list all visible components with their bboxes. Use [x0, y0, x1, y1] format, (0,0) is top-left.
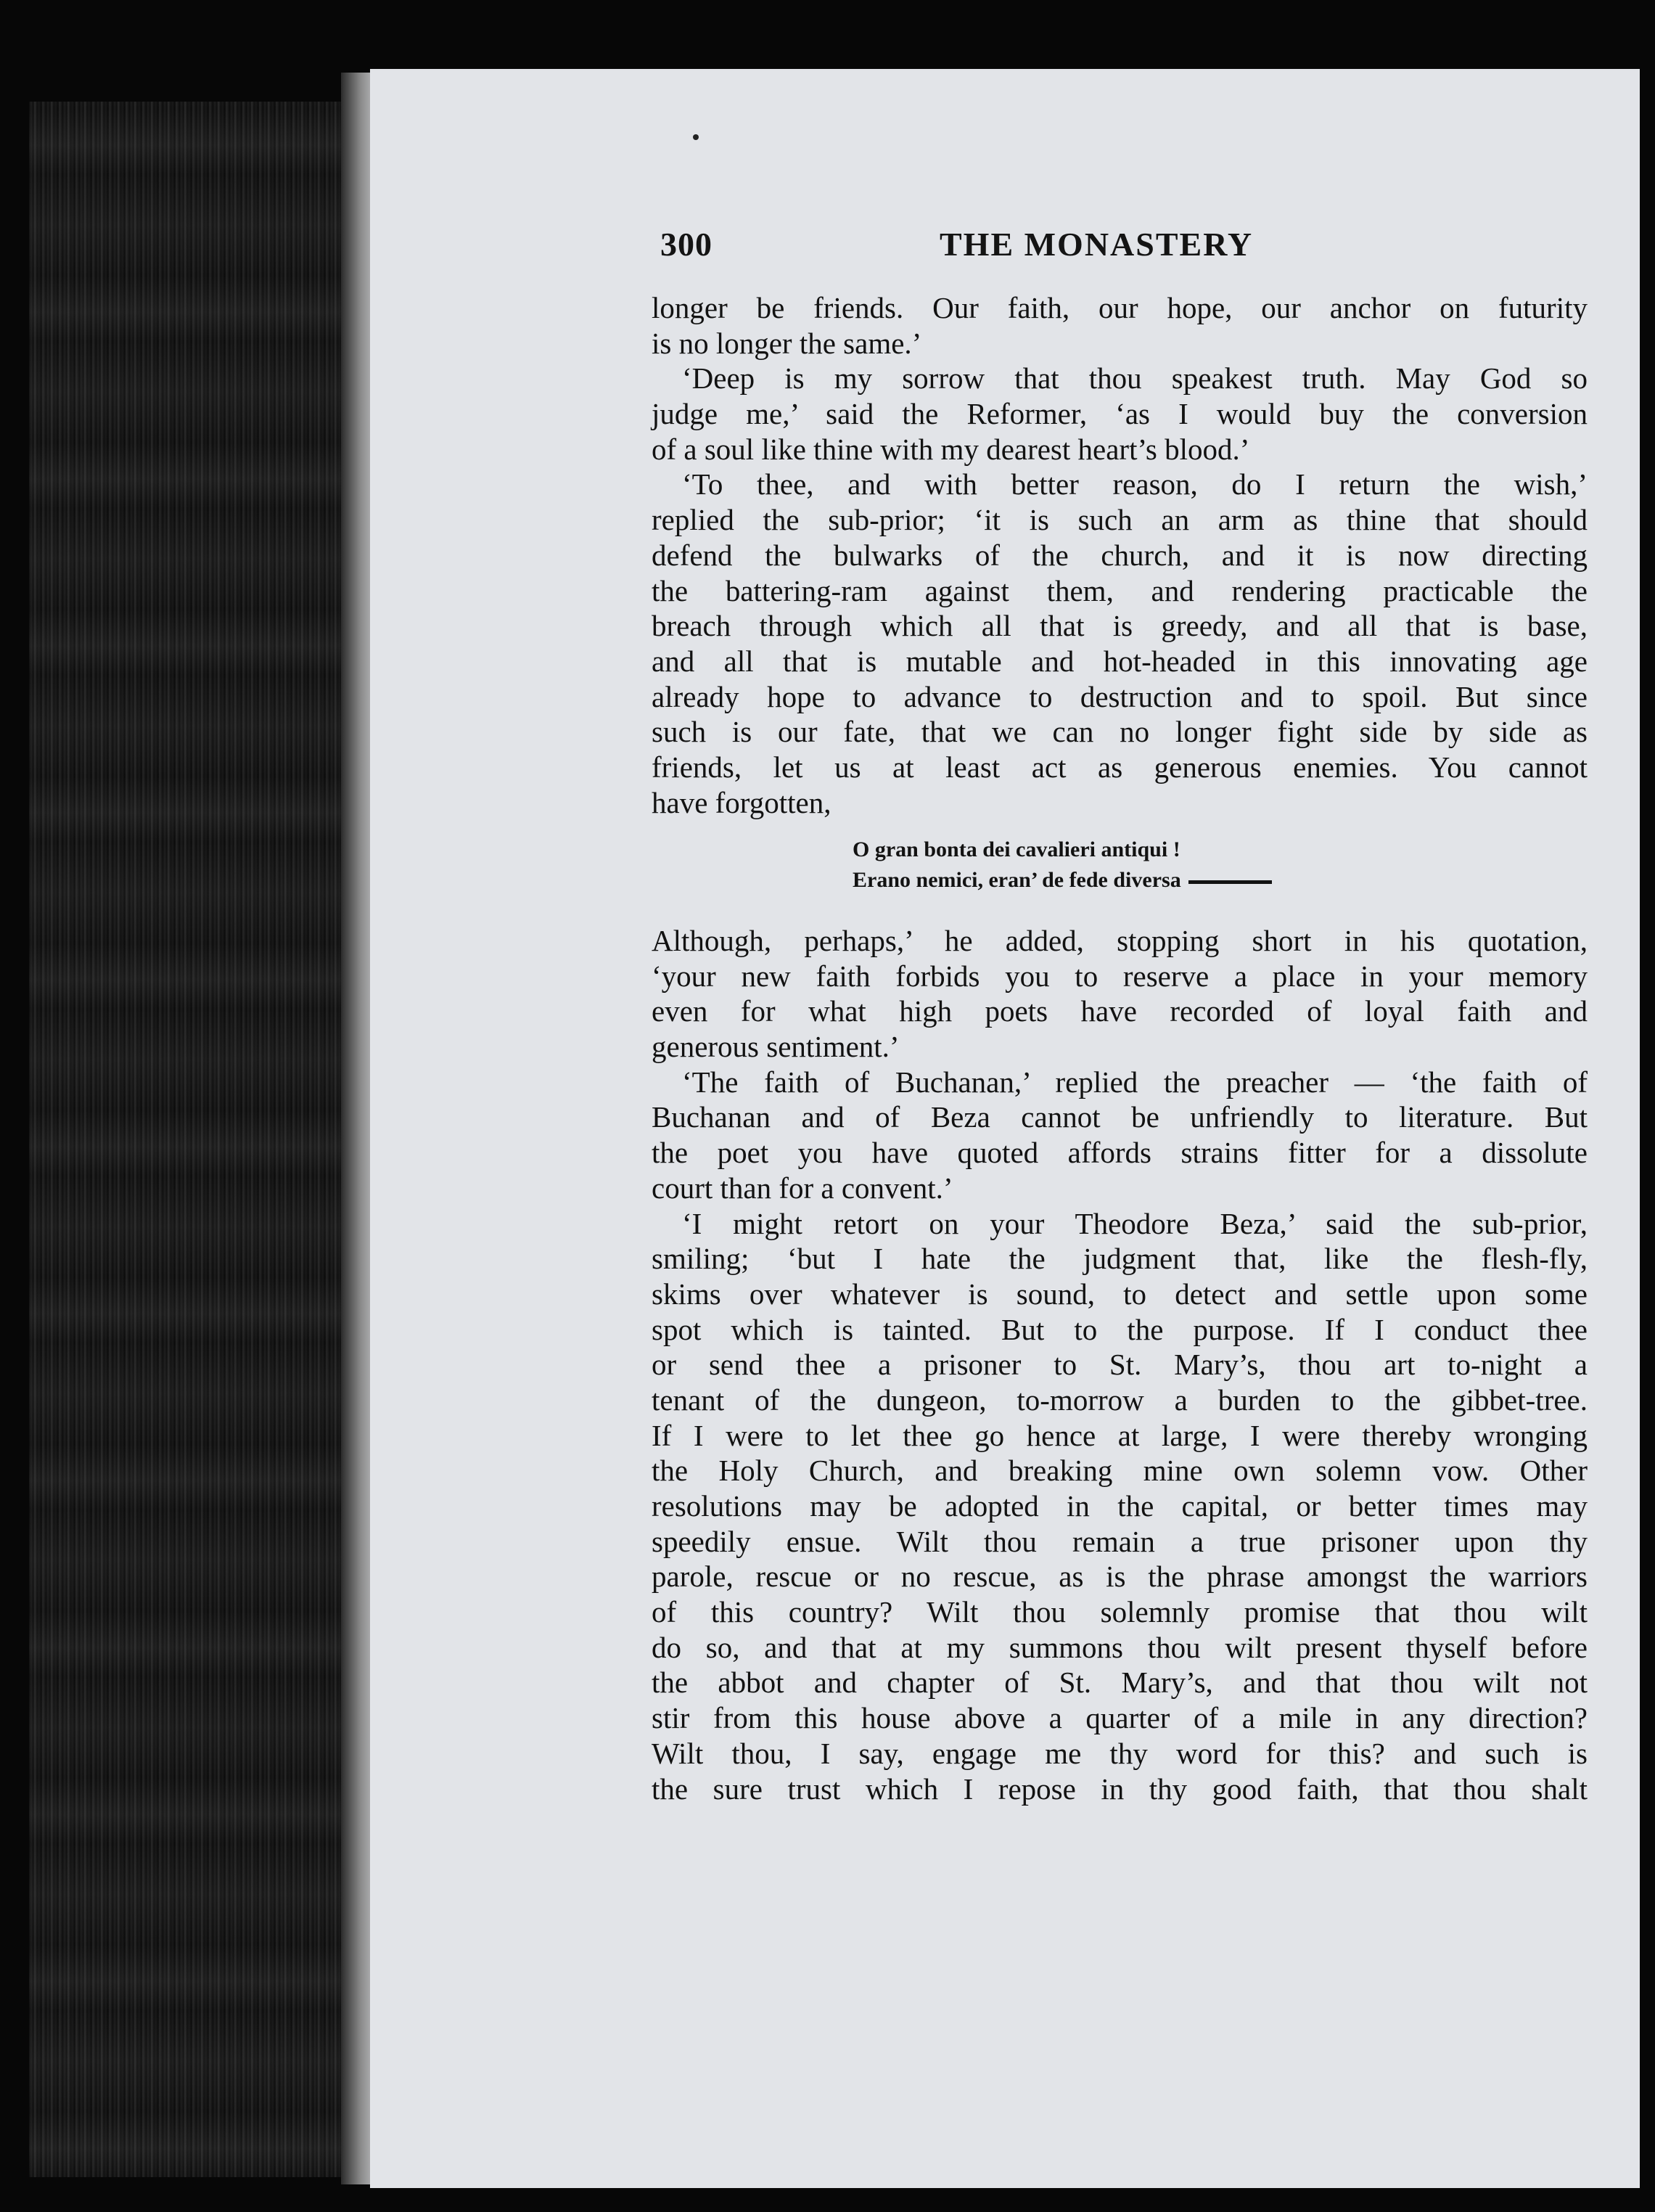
- text-line: ‘To thee, and with better reason, do I return the wish,’: [682, 467, 1588, 501]
- page-number: 300: [660, 226, 712, 263]
- text-line: ‘The faith of Buchanan,’ replied the preacher — ‘the faith of: [682, 1065, 1588, 1099]
- text-line: even for what high poets have recorded of loyal faith and: [652, 994, 1588, 1028]
- text-line: ‘Deep is my sorrow that thou speakest truth. May God so: [682, 361, 1588, 396]
- text-line: Wilt thou, I say, engage me thy word for this? and such is: [652, 1736, 1588, 1770]
- running-header: [660, 225, 1618, 266]
- text-line: parole, rescue or no rescue, as is the phrase amongst the warriors: [652, 1560, 1588, 1594]
- verse-text: O gran bonta dei cavalieri antiqui !: [853, 837, 1180, 861]
- dust-speck: [693, 134, 699, 140]
- text-line: tenant of the dungeon, to-morrow a burden to the gibbet-tree.: [652, 1382, 1588, 1417]
- text-line: such is our fate, that we can no longer fight side by side as: [652, 715, 1588, 749]
- text-line: of this country? Wilt thou solemnly promise that thou wilt: [652, 1595, 1588, 1629]
- text-line: of a soul like thine with my dearest heart’s blood.’: [652, 432, 1250, 466]
- text-line: have forgotten,: [652, 785, 831, 819]
- verse-line: [853, 835, 1272, 865]
- em-dash-rule: [1188, 880, 1272, 884]
- text-line: smiling; ‘but I hate the judgment that, like the flesh-fly,: [652, 1242, 1588, 1276]
- text-line: longer be friends. Our faith, our hope, our anchor on futurity: [652, 291, 1588, 324]
- text-line: the poet you have quoted affords strains fitter for a dissolute: [652, 1136, 1588, 1170]
- book-title: THE MONASTERY: [940, 226, 1254, 263]
- text-line: spot which is tainted. But to the purpose. If I conduct thee: [652, 1312, 1588, 1346]
- verse-quotation: [853, 835, 1272, 896]
- text-line: the sure trust which I repose in thy good faith, that thou shalt: [652, 1771, 1588, 1806]
- text-line: the battering-ram against them, and rendering practicable the: [652, 573, 1588, 607]
- text-line: skims over whatever is sound, to detect and settle upon some: [652, 1277, 1588, 1311]
- text-line: the abbot and chapter of St. Mary’s, and that thou wilt not: [652, 1666, 1588, 1700]
- text-line: judge me,’ said the Reformer, ‘as I would buy the conversion: [652, 397, 1588, 431]
- book-fore-edge: [29, 102, 370, 2177]
- text-line: or send thee a prisoner to St. Mary’s, thou art to-night a: [652, 1348, 1588, 1382]
- text-line: resolutions may be adopted in the capital, or better times may: [652, 1489, 1588, 1523]
- text-line: speedily ensue. Wilt thou remain a true prisoner upon thy: [652, 1524, 1588, 1558]
- text-line: Although, perhaps,’ he added, stopping short in his quotation,: [652, 924, 1588, 957]
- text-line: defend the bulwarks of the church, and it is now directing: [652, 538, 1588, 572]
- text-line: replied the sub-prior; ‘it is such an arm as thine that should: [652, 503, 1588, 537]
- text-line: ‘your new faith forbids you to reserve a place in your memory: [652, 959, 1588, 993]
- text-line: breach through which all that is greedy, and all that is base,: [652, 609, 1588, 643]
- text-line: and all that is mutable and hot-headed in this innovating age: [652, 644, 1588, 678]
- body-text-part-1: [652, 290, 1588, 820]
- text-line: the Holy Church, and breaking mine own solemn vow. Other: [652, 1454, 1588, 1488]
- text-line: generous sentiment.’: [652, 1030, 900, 1064]
- verse-line: [853, 865, 1272, 896]
- text-line: friends, let us at least act as generous enemies. You cannot: [652, 750, 1588, 784]
- text-line: court than for a convent.’: [652, 1171, 953, 1205]
- text-line: stir from this house above a quarter of a mile in any direction?: [652, 1701, 1588, 1735]
- text-line: ‘I might retort on your Theodore Beza,’ said the sub-prior,: [682, 1206, 1588, 1240]
- text-line: If I were to let thee go hence at large, I were thereby wronging: [652, 1418, 1588, 1452]
- text-line: already hope to advance to destruction and to spoil. But since: [652, 679, 1588, 713]
- text-line: do so, and that at my summons thou wilt present thyself before: [652, 1630, 1588, 1664]
- verse-text: Erano nemici, eran’ de fede diversa: [853, 868, 1181, 892]
- text-line: is no longer the same.’: [652, 326, 922, 360]
- body-text-part-2: [652, 923, 1588, 1806]
- text-line: Buchanan and of Beza cannot be unfriendly to literature. But: [652, 1100, 1588, 1134]
